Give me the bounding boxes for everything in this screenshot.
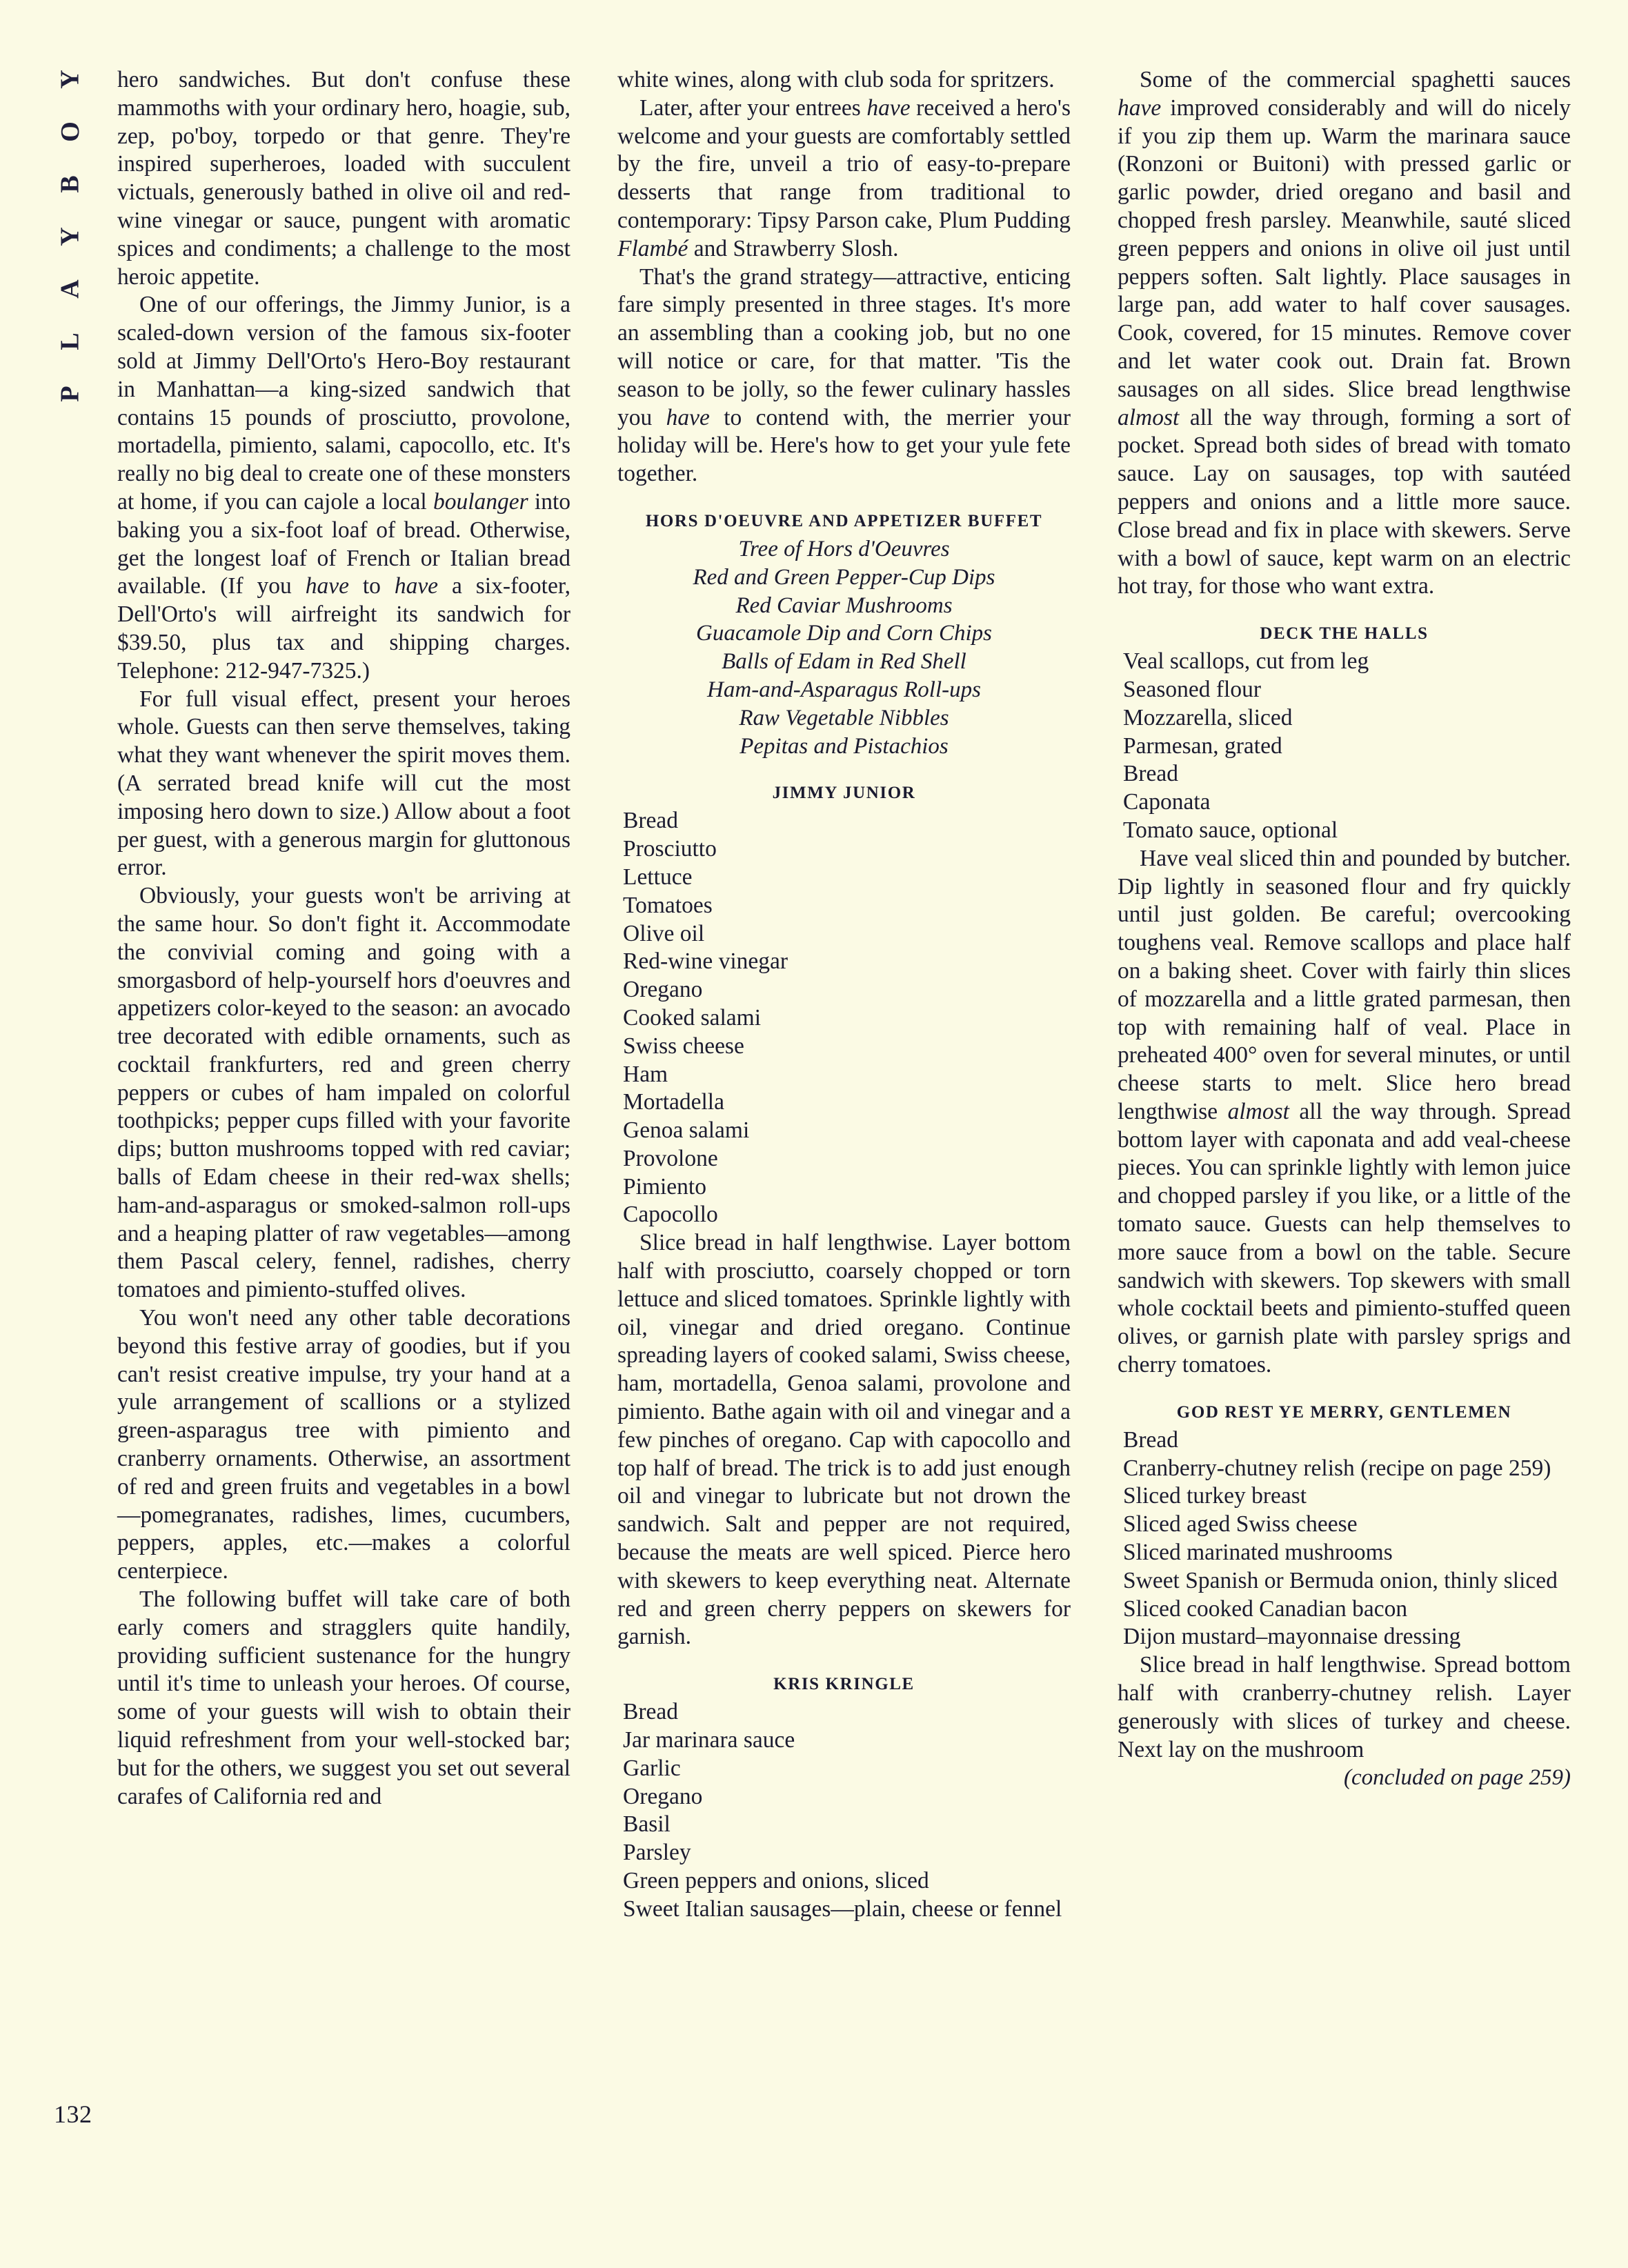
- list-item: Oregano: [623, 977, 703, 1003]
- text-columns: [117, 66, 1571, 1924]
- recipe-heading-buffet: HORS D'OEUVRE AND APPETIZER BUFFET: [645, 511, 1043, 530]
- list-item: Cooked salami: [623, 1004, 762, 1031]
- ingredient-list-kris-kringle: [617, 1698, 1071, 1923]
- list-item: Garlic: [623, 1755, 681, 1781]
- list-item: Parmesan, grated: [1123, 733, 1282, 759]
- list-item: Parsley: [623, 1840, 691, 1866]
- list-item: Cranberry-chutney relish (recipe on page 259): [1123, 1455, 1551, 1481]
- method-kris-kringle: Some of the commercial spaghetti sauces have improved considerably and will do nicely if you zip them up. Warm the marinara sauce (Ronzoni or Buitoni) with pressed garlic or garlic powder, dried oregano and basil and chopped fresh parsley. Meanwhile, sauté sliced green peppers and onions in olive oil just until peppers soften. Salt lightly. Place sausages in large pan, add water to half cover sausages. Cook, covered, for 15 minutes. Remove cover and let water cook out. Drain fat. Brown sausages on all sides. Slice bread lengthwise almost all the way through, forming a sort of pocket. Spread both sides of bread with tomato sauce. Lay on sausages, top with sautéed peppers and onions and a little more sauce. Close bread and fix in place with skewers. Serve with a bowl of sauce, kept warm on an electric hot tray, for those who want extra.: [1118, 67, 1571, 599]
- ingredient-list-jimmy-junior: [617, 807, 1071, 1229]
- paragraph: For full visual effect, present your heroes whole. Guests can then serve themselves, taking what they want whenever the spirit moves them. (A serrated bread knife will cut the most imposing hero down to size.) Allow about a foot per guest, with a generous margin for gluttonous error.: [117, 686, 570, 881]
- list-item: Bread: [623, 808, 678, 834]
- menu-item: Pepitas and Pistachios: [739, 733, 949, 759]
- buffet-menu-list: [617, 535, 1071, 760]
- paragraph: Later, after your entrees have received a hero's welcome and your guests are comfortably settled by the fire, unveil a trio of easy-to-prepare desserts that range from traditional to contemporary: Tipsy Parson cake, Plum Pudding Flambé and Strawberry Slosh.: [617, 94, 1071, 261]
- recipe-heading-kris-kringle: KRIS KRINGLE: [773, 1675, 915, 1694]
- list-item: Provolone: [623, 1145, 718, 1171]
- list-item: Basil: [623, 1811, 671, 1838]
- list-item: Mortadella: [623, 1089, 724, 1115]
- paragraph: That's the grand strategy—attractive, enticing fare simply presented in three stages. It's more an assembling than a cooking job, but no one will notice or care, for that matter. 'Tis the season to be jolly, so the fewer culinary hassles you have to contend with, the merrier your holiday will be. Here's how to get your yule fete together.: [617, 263, 1071, 487]
- list-item: Bread: [1123, 1426, 1178, 1453]
- list-item: Seasoned flour: [1123, 676, 1262, 702]
- masthead-letter: A: [55, 279, 85, 299]
- masthead-letter: O: [56, 121, 85, 142]
- masthead-letter: P: [56, 386, 85, 402]
- paragraph: Obviously, your guests won't be arriving at the same hour. So don't fight it. Accommodate the convivial coming and going with a smorgasbord of help-yourself hors d'oeuvres and appetizers color-keyed to the season: an avocado tree decorated with edible ornaments, such as cocktail frankfurters, red and green cherry peppers or cubes of ham impaled on colorful toothpicks; pepper cups filled with your favorite dips; button mushrooms topped with red caviar; balls of Edam cheese in their red-wax shells; ham-and-asparagus or smoked-salmon roll-ups and a heaping platter of raw vegetables—among them Pascal celery, fennel, radishes, cherry tomatoes and pimiento-stuffed olives.: [117, 883, 570, 1303]
- list-item: Sliced marinated mushrooms: [1123, 1540, 1393, 1566]
- list-item: Sliced cooked Canadian bacon: [1123, 1595, 1408, 1622]
- method-god-rest-ye-merry: Slice bread in half lengthwise. Spread bottom half with cranberry-chutney relish. Layer generously with slices of turkey and cheese. Next lay on the mushroom: [1118, 1652, 1571, 1762]
- list-item: Sweet Italian sausages—plain, cheese or fennel: [623, 1896, 1062, 1922]
- list-item: Veal scallops, cut from leg: [1123, 648, 1369, 675]
- ingredient-list-deck-the-halls: [1118, 648, 1571, 845]
- list-item: Green peppers and onions, sliced: [623, 1868, 929, 1894]
- list-item: Ham: [623, 1061, 668, 1087]
- list-item: Red-wine vinegar: [623, 948, 788, 975]
- paragraph: hero sandwiches. But don't confuse these mammoths with your ordinary hero, hoagie, sub, zep, po'boy, torpedo or that genre. They're inspired superheroes, loaded with succulent victuals, generously bathed in olive oil and red-wine vinegar or sauce, pungent with aromatic spices and condiments; a challenge to the most heroic appetite.: [117, 67, 570, 290]
- list-item: Dijon mustard–mayonnaise dressing: [1123, 1624, 1461, 1650]
- menu-item: Red and Green Pepper-Cup Dips: [693, 564, 995, 590]
- list-item: Prosciutto: [623, 836, 717, 862]
- paragraph: The following buffet will take care of both early comers and stragglers quite handily, providing sufficient sustenance for the hungry until it's time to unleash your heroes. Of course, some of your guests will wish to obtain their liquid refreshment from your well-stocked bar; but for the others, we suggest you set out several carafes of California red and: [117, 1586, 570, 1809]
- menu-item: Guacamole Dip and Corn Chips: [696, 621, 992, 646]
- masthead-letter: Y: [55, 227, 85, 246]
- menu-item: Tree of Hors d'Oeuvres: [738, 536, 950, 561]
- list-item: Pimiento: [623, 1173, 706, 1200]
- column-3: [1118, 66, 1571, 1924]
- masthead-letter: L: [55, 332, 85, 350]
- list-item: Jar marinara sauce: [623, 1727, 795, 1753]
- paragraph-jimmy-junior-intro: One of our offerings, the Jimmy Junior, is a scaled-down version of the famous six-footer sold at Jimmy Dell'Orto's Hero-Boy restaurant in Manhattan—a king-sized sandwich that contains 15 pounds of prosciutto, provolone, mortadella, pimiento, salami, capocollo, etc. It's really no big deal to create one of these monsters at home, if you can cajole a local boulanger into baking you a six-foot loaf of bread. Otherwise, get the longest loaf of French or Italian bread available. (If you have to have a six-footer, Dell'Orto's will airfreight its sandwich for $39.50, plus tax and shipping charges. Telephone: 212-947-7325.): [117, 292, 571, 684]
- list-item: Genoa salami: [623, 1117, 750, 1144]
- column-1: [117, 66, 570, 1924]
- list-item: Tomatoes: [623, 892, 713, 918]
- menu-item: Red Caviar Mushrooms: [735, 593, 953, 618]
- list-item: Sliced aged Swiss cheese: [1123, 1511, 1358, 1538]
- masthead-letter: B: [55, 175, 85, 193]
- continuation-note: (concluded on page 259): [1344, 1765, 1571, 1791]
- menu-item: Balls of Edam in Red Shell: [722, 649, 966, 675]
- recipe-heading-deck-the-halls: DECK THE HALLS: [1260, 624, 1429, 644]
- list-item: Sweet Spanish or Bermuda onion, thinly sliced: [1123, 1567, 1558, 1593]
- method-jimmy-junior: Slice bread in half lengthwise. Layer bottom half with prosciutto, coarsely chopped or torn lettuce and sliced tomatoes. Sprinkle lightly with oil, vinegar and dried oregano. Continue spreading layers of cooked salami, Swiss cheese, ham, mortadella, Genoa salami, provolone and pimiento. Bathe again with oil and vinegar and a few pinches of oregano. Cap with capocollo and top half of bread. The trick is to add just enough oil and vinegar to lubricate but not drown the sandwich. Salt and pepper are not required, because the meats are well spiced. Pierce hero with skewers to keep everything neat. Alternate red and green cherry peppers on skewers for garnish.: [617, 1230, 1071, 1650]
- page-number: 132: [54, 2100, 92, 2128]
- method-deck-the-halls: Have veal sliced thin and pounded by butcher. Dip lightly in seasoned flour and fry quickly until just golden. Be careful; overcooking toughens veal. Remove scallops and place half on a baking sheet. Cover with fairly thin slices of mozzarella and a little grated parmesan, then top with remaining half of veal. Place in preheated 400° oven for several minutes, or until cheese starts to melt. Slice hero bread lengthwise almost all the way through. Spread bottom layer with caponata and add veal-cheese pieces. You can sprinkle lightly with lemon juice and chopped parsley if you like, or a little of the tomato sauce. Guests can help themselves to more sauce from a bowl on the table. Secure sandwich with skewers. Top skewers with small whole cocktail beets and pimiento-stuffed queen olives, or garnish plate with parsley sprigs and cherry tomatoes.: [1118, 845, 1571, 1378]
- paragraph: You won't need any other table decorations beyond this festive array of goodies, but if you can't resist creative impulse, try your hand at a yule arrangement of scallions or a stylized green-asparagus tree with pimiento and cranberry ornaments. Otherwise, an assortment of red and green fruits and vegetables in a bowl—pomegranates, radishes, limes, cucumbers, peppers, apples, etc.—makes a colorful centerpiece.: [117, 1305, 570, 1584]
- recipe-heading-jimmy-junior: JIMMY JUNIOR: [772, 784, 916, 803]
- list-item: Sliced turkey breast: [1123, 1483, 1307, 1509]
- list-item: Bread: [623, 1699, 678, 1725]
- list-item: Oregano: [623, 1783, 703, 1809]
- column-2: [617, 66, 1071, 1924]
- menu-item: Raw Vegetable Nibbles: [739, 705, 949, 730]
- recipe-heading-god-rest-ye-merry: GOD REST YE MERRY, GENTLEMEN: [1176, 1402, 1512, 1422]
- list-item: Swiss cheese: [623, 1033, 744, 1059]
- list-item: Capocollo: [623, 1202, 718, 1228]
- menu-item: Ham-and-Asparagus Roll-ups: [707, 677, 981, 702]
- playboy-masthead: [50, 66, 91, 433]
- list-item: Mozzarella, sliced: [1123, 704, 1293, 730]
- list-item: Olive oil: [623, 920, 705, 946]
- paragraph: white wines, along with club soda for spritzers.: [617, 67, 1055, 92]
- list-item: Caponata: [1123, 789, 1211, 815]
- ingredient-list-god-rest-ye-merry: [1118, 1426, 1571, 1651]
- list-item: Bread: [1123, 761, 1178, 787]
- list-item: Lettuce: [623, 864, 693, 890]
- masthead-letter: Y: [55, 70, 85, 89]
- list-item: Tomato sauce, optional: [1123, 817, 1338, 843]
